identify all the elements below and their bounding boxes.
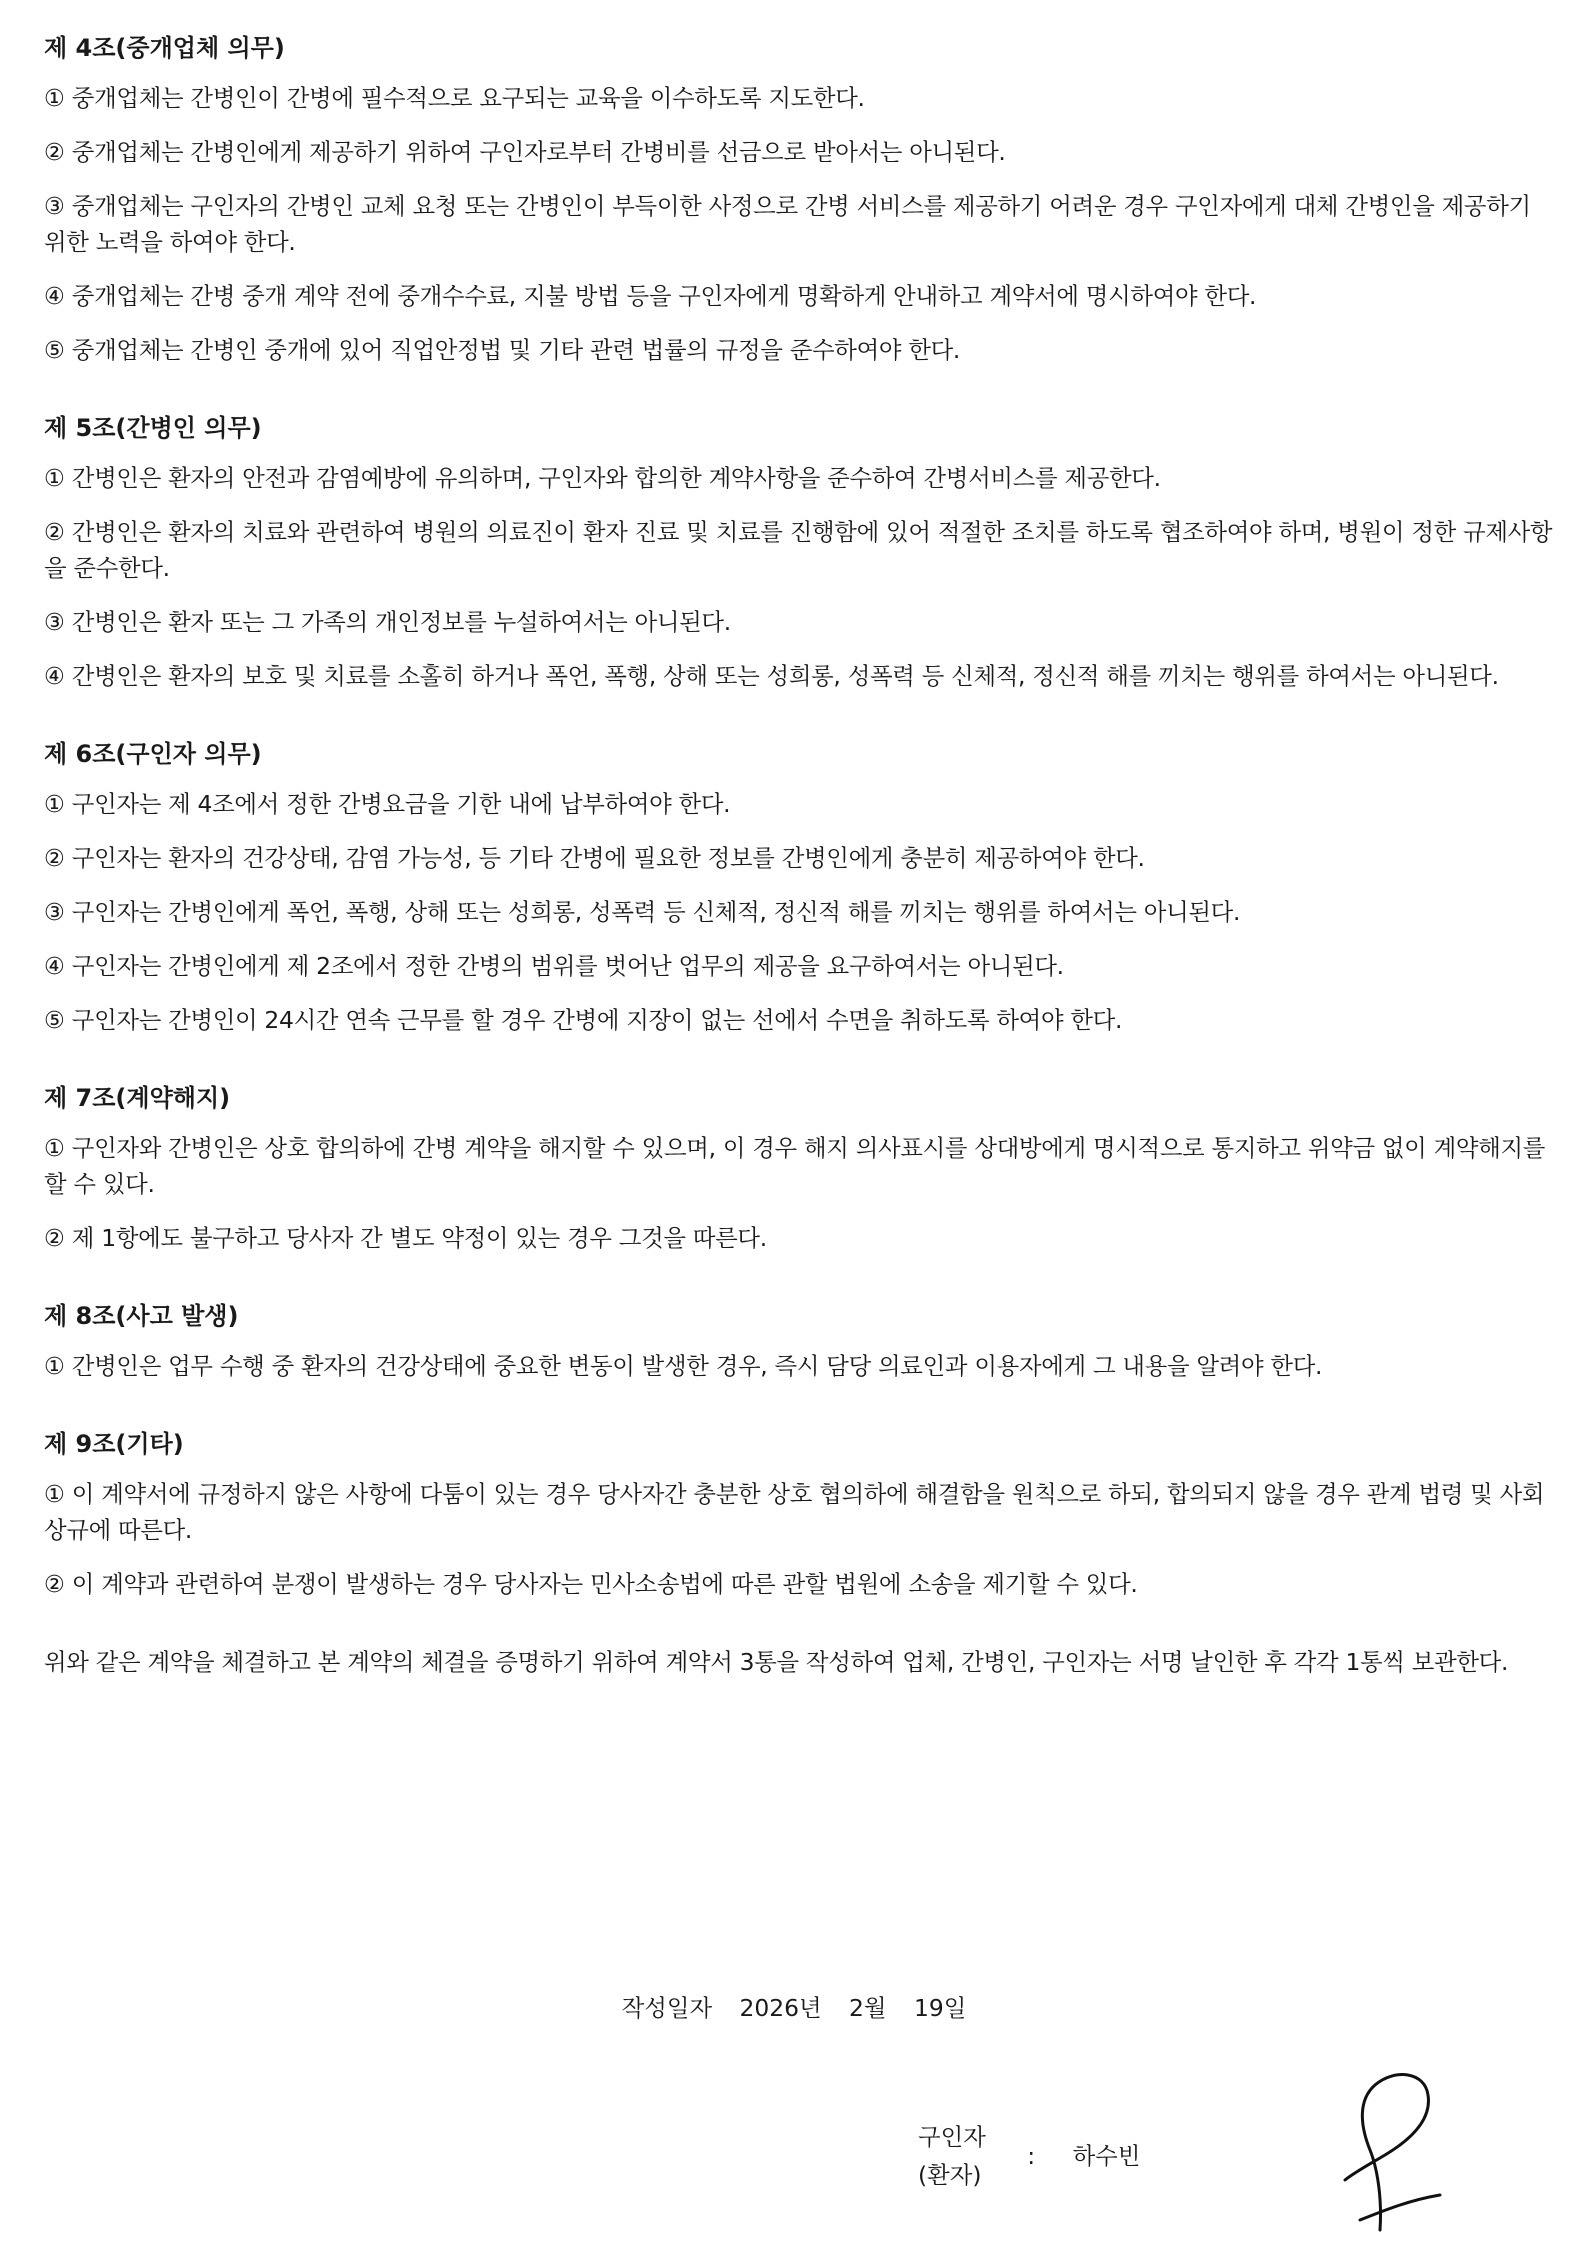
date-month: 2월 xyxy=(849,1994,887,2022)
clause: ① 이 계약서에 규정하지 않은 사항에 다툼이 있는 경우 당사자간 충분한 상호 협의하에 해결함을 원칙으로 하되, 합의되지 않을 경우 관계 법령 및 사회상규에 따른다. xyxy=(44,1480,1545,1544)
article-heading: 제 9조(기타) xyxy=(44,1430,184,1458)
signer-role-line2: (환자) xyxy=(918,2161,982,2189)
date-day: 19일 xyxy=(913,1994,967,2022)
clause: ① 구인자와 간병인은 상호 합의하에 간병 계약을 해지할 수 있으며, 이 경우 해지 의사표시를 상대방에게 명시적으로 통지하고 위약금 없이 계약해지를 할 수 있다. xyxy=(44,1134,1546,1198)
article-heading: 제 4조(중개업체 의무) xyxy=(44,34,285,62)
clause: ④ 중개업체는 간병 중개 계약 전에 중개수수료, 지불 방법 등을 구인자에게 명확하게 안내하고 계약서에 명시하여야 한다. xyxy=(44,282,1257,310)
clause: ③ 구인자는 간병인에게 폭언, 폭행, 상해 또는 성희롱, 성폭력 등 신체적, 정신적 해를 끼치는 행위를 하여서는 아니된다. xyxy=(44,898,1241,926)
date-line xyxy=(0,1990,1588,2026)
clause: ② 구인자는 환자의 건강상태, 감염 가능성, 등 기타 간병에 필요한 정보를 간병인에게 충분히 제공하여야 한다. xyxy=(44,844,1145,872)
article-9 xyxy=(44,1426,1554,1602)
signer-colon: : xyxy=(1027,2142,1036,2170)
article-5 xyxy=(44,410,1554,694)
signer-role-line1: 구인자 xyxy=(918,2123,986,2151)
date-year: 2026년 xyxy=(739,1994,822,2022)
signer-block xyxy=(918,2118,1140,2194)
article-heading: 제 7조(계약해지) xyxy=(44,1084,231,1112)
contract-body xyxy=(44,30,1554,1703)
clause: ② 간병인은 환자의 치료와 관련하여 병원의 의료진이 환자 진료 및 치료를 진행함에 있어 적절한 조치를 하도록 협조하여야 하며, 병원이 정한 규제사항을 준수한다. xyxy=(44,518,1553,582)
clause: ① 구인자는 제 4조에서 정한 간병요금을 기한 내에 납부하여야 한다. xyxy=(44,790,731,818)
clause: ④ 간병인은 환자의 보호 및 치료를 소홀히 하거나 폭언, 폭행, 상해 또는 성희롱, 성폭력 등 신체적, 정신적 해를 끼치는 행위를 하여서는 아니된다. xyxy=(44,662,1499,690)
clause: ③ 간병인은 환자 또는 그 가족의 개인정보를 누설하여서는 아니된다. xyxy=(44,608,731,636)
clause: ⑤ 중개업체는 간병인 중개에 있어 직업안정법 및 기타 관련 법률의 규정을 준수하여야 한다. xyxy=(44,336,961,364)
article-heading: 제 8조(사고 발생) xyxy=(44,1302,239,1330)
article-heading: 제 5조(간병인 의무) xyxy=(44,414,262,442)
article-7 xyxy=(44,1080,1554,1256)
clause: ③ 중개업체는 구인자의 간병인 교체 요청 또는 간병인이 부득이한 사정으로 간병 서비스를 제공하기 어려운 경우 구인자에게 대체 간병인을 제공하기 위한 노력을 하여야 한다. xyxy=(44,192,1531,256)
clause: ① 간병인은 환자의 안전과 감염예방에 유의하며, 구인자와 합의한 계약사항을 준수하여 간병서비스를 제공한다. xyxy=(44,464,1161,492)
clause: ④ 구인자는 간병인에게 제 2조에서 정한 간병의 범위를 벗어난 업무의 제공을 요구하여서는 아니된다. xyxy=(44,952,1064,980)
closing-statement: 위와 같은 계약을 체결하고 본 계약의 체결을 증명하기 위하여 계약서 3통을 작성하여 업체, 간병인, 구인자는 서명 날인한 후 각각 1통씩 보관한다. xyxy=(44,1648,1509,1676)
article-4 xyxy=(44,30,1554,368)
clause: ② 제 1항에도 불구하고 당사자 간 별도 약정이 있는 경우 그것을 따른다. xyxy=(44,1224,767,1252)
handwritten-signature xyxy=(1340,2060,1460,2240)
clause: ② 이 계약과 관련하여 분쟁이 발생하는 경우 당사자는 민사소송법에 따른 관할 법원에 소송을 제기할 수 있다. xyxy=(44,1570,1138,1598)
clause: ① 중개업체는 간병인이 간병에 필수적으로 요구되는 교육을 이수하도록 지도한다. xyxy=(44,84,865,112)
clause: ② 중개업체는 간병인에게 제공하기 위하여 구인자로부터 간병비를 선금으로 받아서는 아니된다. xyxy=(44,138,1006,166)
article-8 xyxy=(44,1298,1554,1384)
clause: ① 간병인은 업무 수행 중 환자의 건강상태에 중요한 변동이 발생한 경우, 즉시 담당 의료인과 이용자에게 그 내용을 알려야 한다. xyxy=(44,1352,1323,1380)
article-heading: 제 6조(구인자 의무) xyxy=(44,740,262,768)
date-label: 작성일자 xyxy=(621,1994,713,2022)
clause: ⑤ 구인자는 간병인이 24시간 연속 근무를 할 경우 간병에 지장이 없는 선에서 수면을 취하도록 하여야 한다. xyxy=(44,1006,1123,1034)
signer-role xyxy=(918,2118,986,2194)
article-6 xyxy=(44,736,1554,1038)
signer-name: 하수빈 xyxy=(1072,2142,1141,2170)
